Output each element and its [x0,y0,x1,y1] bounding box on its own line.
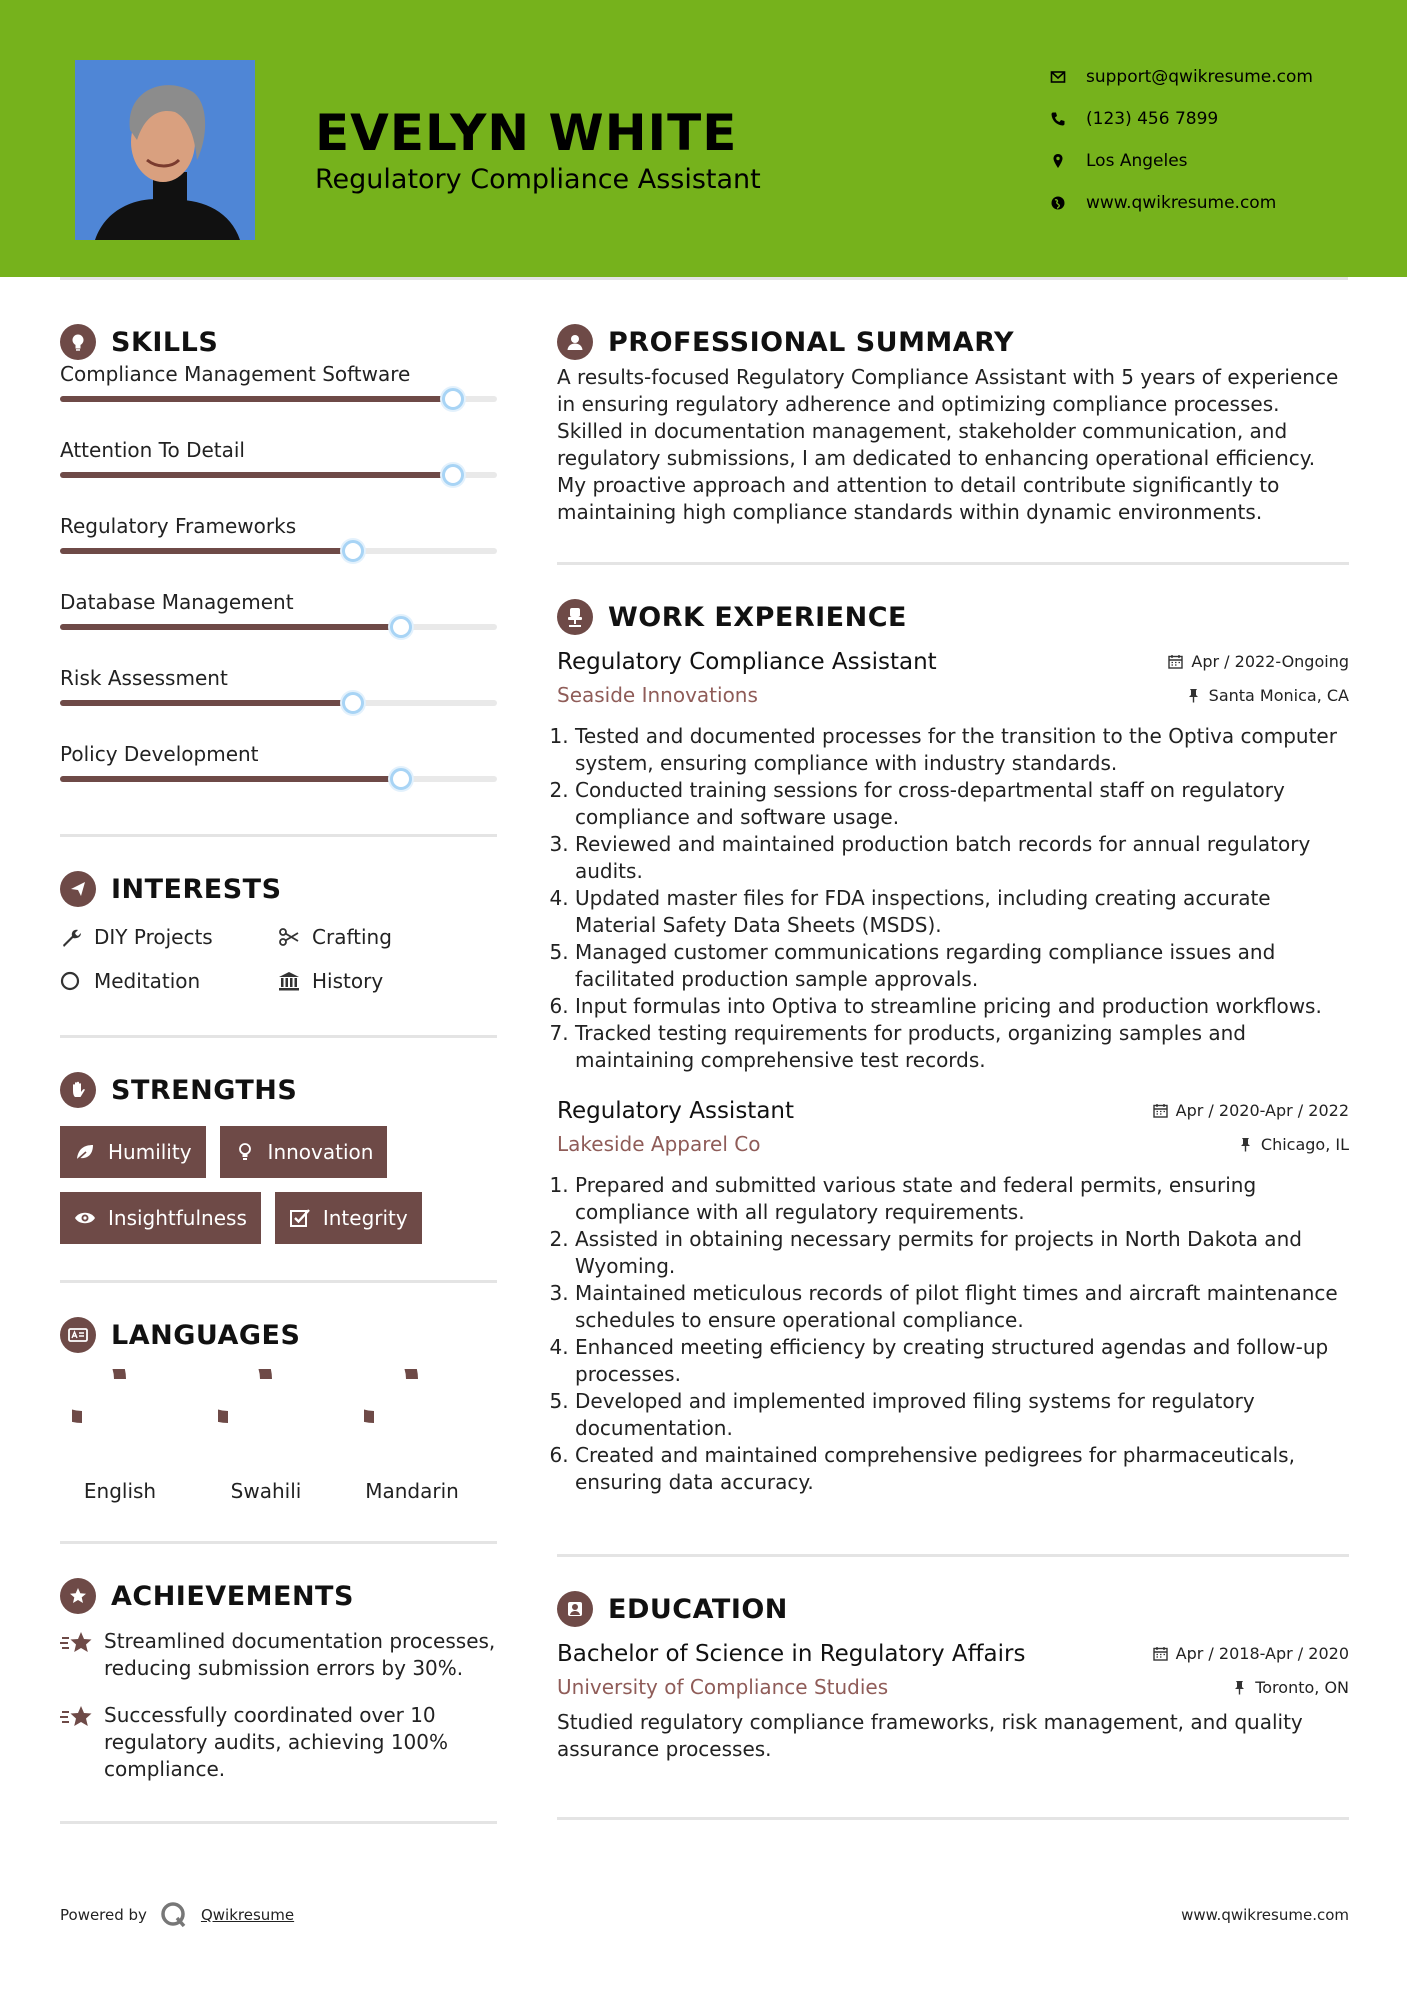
experience-heading [557,595,1349,639]
interest-item [60,969,278,993]
language-name: Mandarin [365,1479,459,1503]
education-location [1232,1678,1349,1697]
job-bullet: 4. Enhanced meeting efficiency by creating structured agendas and follow-up processes. [575,1334,1349,1388]
interest-label: Meditation [94,969,201,993]
phone-icon [1050,111,1086,127]
contact-email[interactable] [1050,56,1313,98]
job-bullet: 2. Assisted in obtaining necessary permits for projects in North Dakota and Wyoming. [575,1226,1349,1280]
job-bullet: 4. Updated master files for FDA inspections, including creating accurate Material Safety Data Sheets (MSDS). [575,885,1349,939]
strength-tag [220,1126,388,1178]
skill-item [60,432,497,508]
pushpin-icon [1186,688,1201,703]
education-location-text: Toronto, ON [1255,1677,1349,1697]
achievement-item [60,1702,497,1783]
candidate-title: Regulatory Compliance Assistant [315,164,761,195]
contact-website-text: www.qwikresume.com [1086,193,1277,213]
user-icon [557,324,593,360]
education-description: Studied regulatory compliance frameworks, risk management, and quality assurance processes. [557,1710,1303,1761]
job-bullets [557,1172,1349,1496]
interests-list [60,925,497,993]
language-level-arc [218,1369,266,1417]
star-icon [60,1630,94,1656]
language-level-ring [364,1369,460,1465]
pushpin-icon [1232,1680,1247,1695]
skill-level-knob [442,388,464,410]
school-name: University of Compliance Studies [557,1675,889,1699]
calendar-icon [1168,654,1183,669]
interests-heading [60,867,497,911]
job-bullet: 3. Reviewed and maintained production batch records for annual regulatory audits. [575,831,1349,885]
skill-name: Regulatory Frameworks [60,514,297,538]
skill-level-bar [60,396,497,402]
achievements-list [60,1628,497,1783]
strengths-title: STRENGTHS [111,1074,298,1106]
job-dates [1168,652,1349,671]
skill-level-knob [442,464,464,486]
footer-site-link[interactable]: www.qwikresume.com [1181,1906,1349,1924]
degree-title: Bachelor of Science in Regulatory Affairs [557,1641,1026,1667]
location-pin-icon [1050,153,1086,169]
skill-level-fill [60,776,401,782]
education-heading [557,1587,1349,1631]
job-location-text: Chicago, IL [1260,1134,1349,1154]
leaf-icon [74,1141,96,1163]
section-divider [60,1035,497,1038]
skill-item [60,356,497,432]
achievement-text: Streamlined documentation processes, reducing submission errors by 30%. [104,1629,496,1680]
left-column [60,320,497,1824]
job-title: Regulatory Compliance Assistant [557,649,937,675]
calendar-icon [1153,1646,1168,1661]
qwikresume-logo-icon [159,1900,189,1930]
paper-plane-icon [60,871,96,907]
contact-phone-text: (123) 456 7899 [1086,109,1219,129]
checkbox-icon [289,1207,311,1229]
interest-item [278,969,478,993]
contact-list [1050,56,1313,224]
skill-level-fill [60,624,401,630]
contact-location-text: Los Angeles [1086,151,1188,171]
achievement-item [60,1628,497,1682]
star-icon [60,1704,94,1730]
interest-label: DIY Projects [94,925,213,949]
job-location [1186,686,1349,705]
job-bullet: 2. Conducted training sessions for cross-departmental staff on regulatory compliance and software usage. [575,777,1349,831]
language-level-arc [72,1369,120,1417]
contact-website[interactable] [1050,182,1313,224]
section-divider [60,1541,497,1544]
wrench-icon [60,926,94,948]
right-column [557,320,1349,1820]
brand-link[interactable]: Qwikresume [200,1906,295,1924]
profile-photo-image [75,60,255,240]
hand-icon [60,1072,96,1108]
lightbulb-icon [60,324,96,360]
skill-level-fill [60,548,353,554]
contact-phone[interactable] [1050,98,1313,140]
education-dates [1153,1644,1349,1663]
achievements-heading [60,1574,497,1618]
education-entry [557,1641,1349,1763]
strengths-heading [60,1068,497,1112]
header-divider [60,277,1348,280]
skill-item [60,584,497,660]
section-divider [60,1821,497,1824]
strength-tag [60,1126,206,1178]
office-chair-icon [557,599,593,635]
summary-text: A results-focused Regulatory Compliance Assistant with 5 years of experience in ensuring regulatory adherence and optimizing compliance processes. Skilled in documentation management, stakeholder communication, and regulatory submissions, I am dedicated to enhancing operational efficiency. My proactive approach and attention to detail contribute significantly to maintaining high compliance standards within dynamic environments. [557,365,1339,524]
section-divider [60,834,497,837]
museum-icon [278,970,312,992]
graduate-icon [557,1591,593,1627]
languages-heading [60,1313,497,1357]
job-entry [557,649,1349,1074]
achievements-title: ACHIEVEMENTS [111,1580,354,1612]
lightbulb-icon [234,1141,256,1163]
skill-item [60,660,497,736]
section-divider [557,1554,1349,1557]
strength-label: Humility [108,1140,192,1164]
skills-list [60,356,497,812]
interest-item [60,925,278,949]
job-dates-text: Apr / 2022-Ongoing [1191,652,1349,671]
language-item [60,1369,180,1503]
skill-level-knob [342,540,364,562]
language-name: English [83,1479,157,1503]
interest-item [278,925,478,949]
star-badge-icon [60,1578,96,1614]
envelope-icon [1050,69,1086,85]
achievement-text: Successfully coordinated over 10 regulatory audits, achieving 100% compliance. [104,1703,449,1781]
language-level-ring [218,1369,314,1465]
eye-icon [74,1207,96,1229]
section-divider [60,1280,497,1283]
job-dates [1153,1101,1349,1120]
skill-level-bar [60,776,497,782]
summary-heading [557,320,1349,364]
globe-icon [1050,195,1086,211]
powered-by-text: Powered by [60,1906,147,1924]
skill-item [60,508,497,584]
skill-level-fill [60,700,353,706]
skill-level-bar [60,700,497,706]
job-bullet: 6. Created and maintained comprehensive pedigrees for pharmaceuticals, ensuring data accuracy. [575,1442,1349,1496]
candidate-name: EVELYN WHITE [315,104,738,162]
skill-level-knob [390,616,412,638]
job-bullet: 7. Tracked testing requirements for products, organizing samples and maintaining comprehensive test records. [575,1020,1349,1074]
language-item [352,1369,472,1503]
strength-tag [275,1192,422,1244]
skill-name: Database Management [60,590,294,614]
job-bullet: 1. Tested and documented processes for the transition to the Optiva computer system, ensuring compliance with industry standards. [575,723,1349,777]
job-location [1238,1135,1349,1154]
education-dates-text: Apr / 2018-Apr / 2020 [1175,1644,1349,1663]
experience-title: WORK EXPERIENCE [608,601,907,633]
contact-email-text: support@qwikresume.com [1086,67,1313,87]
profile-photo [75,60,255,240]
pushpin-icon [1238,1137,1253,1152]
interest-label: History [312,969,384,993]
skills-title: SKILLS [111,326,219,358]
footer-powered-by [60,1900,294,1930]
company-name: Lakeside Apparel Co [557,1132,761,1156]
summary-title: PROFESSIONAL SUMMARY [608,326,1015,358]
job-location-text: Santa Monica, CA [1208,685,1349,705]
language-level-arc [364,1369,412,1417]
skill-name: Compliance Management Software [60,362,411,386]
skill-name: Risk Assessment [60,666,228,690]
skill-level-fill [60,396,453,402]
job-title: Regulatory Assistant [557,1098,795,1124]
skill-level-bar [60,472,497,478]
skill-level-knob [390,768,412,790]
strength-tag [60,1192,261,1244]
language-name: Swahili [230,1479,302,1503]
section-divider [557,1817,1349,1820]
language-level-ring [72,1369,168,1465]
skill-level-fill [60,472,453,478]
job-bullet: 6. Input formulas into Optiva to streamline pricing and production workflows. [575,993,1349,1020]
languages-title: LANGUAGES [111,1319,301,1351]
strength-label: Insightfulness [108,1206,247,1230]
strength-label: Innovation [267,1140,374,1164]
job-bullet: 3. Maintained meticulous records of pilot flight times and aircraft maintenance schedules to ensure operational compliance. [575,1280,1349,1334]
education-title: EDUCATION [608,1593,788,1625]
language-item [206,1369,326,1503]
skill-item [60,736,497,812]
scissors-icon [278,926,312,948]
language-card-icon [60,1317,96,1353]
circle-icon [60,970,94,992]
job-entry [557,1098,1349,1496]
job-bullet: 1. Prepared and submitted various state and federal permits, ensuring compliance with all regulatory requirements. [575,1172,1349,1226]
strengths-list [60,1126,497,1244]
company-name: Seaside Innovations [557,683,758,707]
job-bullets [557,723,1349,1074]
section-divider [557,562,1349,565]
contact-location [1050,140,1313,182]
calendar-icon [1153,1103,1168,1118]
job-bullet: 5. Managed customer communications regarding compliance issues and facilitated production sample approvals. [575,939,1349,993]
skill-level-knob [342,692,364,714]
languages-list [60,1369,497,1503]
skill-name: Attention To Detail [60,438,245,462]
job-bullet: 5. Developed and implemented improved filing systems for regulatory documentation. [575,1388,1349,1442]
skill-level-bar [60,548,497,554]
header-banner [0,0,1407,277]
interest-label: Crafting [312,925,392,949]
job-dates-text: Apr / 2020-Apr / 2022 [1175,1101,1349,1120]
skill-name: Policy Development [60,742,259,766]
interests-title: INTERESTS [111,873,282,905]
skill-level-bar [60,624,497,630]
strength-label: Integrity [322,1206,408,1230]
